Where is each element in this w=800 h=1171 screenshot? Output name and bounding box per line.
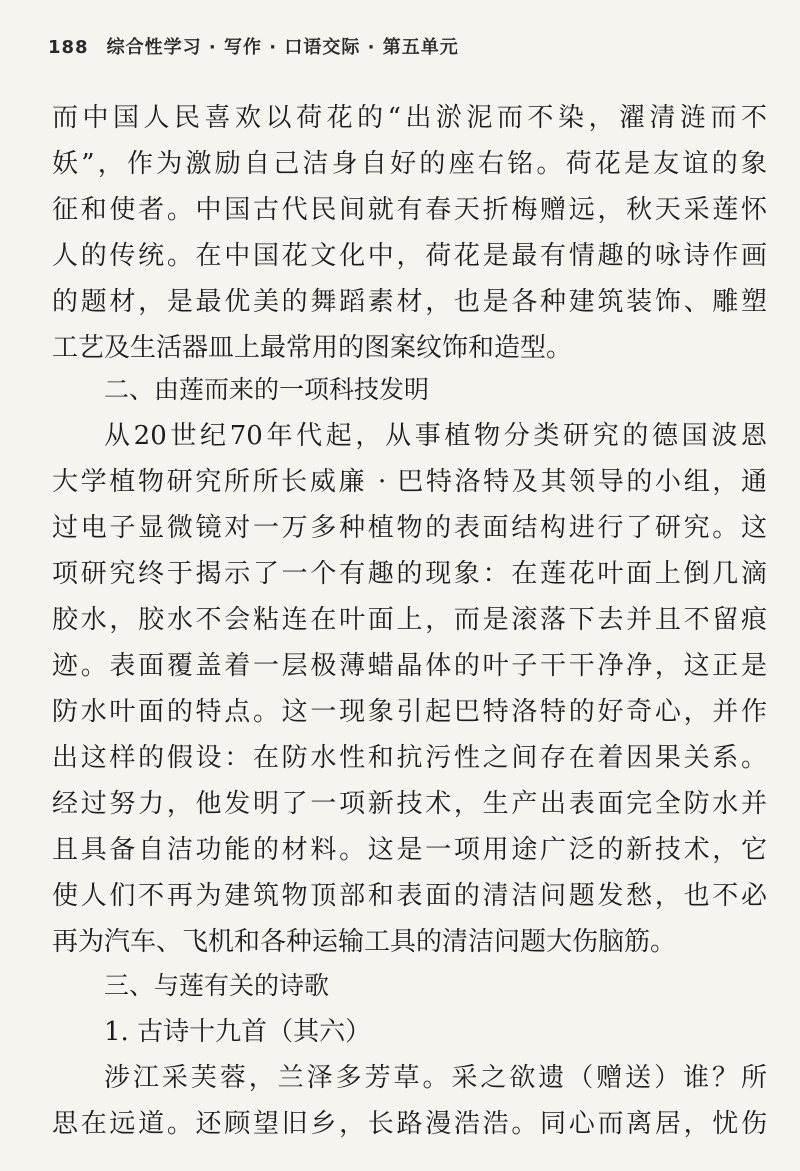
text-line: 使人们不再为建筑物顶部和表面的清洁问题发愁，也不必 [52, 881, 767, 911]
text-line: 涉江采芙蓉，兰泽多芳草。采之欲遗（赠送）谁？所 [104, 1063, 767, 1093]
running-header [48, 33, 459, 59]
section-heading: 三、与莲有关的诗歌 [104, 971, 330, 1000]
text-line: 且具备自洁功能的材料。这是一项用途广泛的新技术，它 [52, 835, 767, 865]
text-line: 而中国人民喜欢以荷花的“出淤泥而不染，濯清涟而不 [52, 103, 767, 133]
text-line: 思在远道。还顾望旧乡，长路漫浩浩。同心而离居，忧伤 [52, 1109, 767, 1139]
text-line: 防水叶面的特点。这一现象引起巴特洛特的好奇心，并作 [52, 697, 767, 727]
text-line: 的题材，是最优美的舞蹈素材，也是各种建筑装饰、雕塑 [52, 287, 767, 317]
chapter-title: 综合性学习 · 写作 · 口语交际 · 第五单元 [106, 37, 459, 58]
text-line: 征和使者。中国古代民间就有春天折梅赠远，秋天采莲怀 [52, 195, 767, 225]
text-line: 经过努力，他发明了一项新技术，生产出表面完全防水并 [52, 789, 767, 819]
text-line: 项研究终于揭示了一个有趣的现象：在莲花叶面上倒几滴 [52, 559, 767, 589]
text-line: 过电子显微镜对一万多种植物的表面结构进行了研究。这 [52, 513, 767, 543]
text-line: 妖”，作为激励自己洁身自好的座右铭。荷花是友谊的象 [52, 149, 767, 179]
section-heading: 二、由莲而来的一项科技发明 [104, 375, 430, 404]
subsection-heading: 1. 古诗十九首（其六） [104, 1017, 372, 1047]
text-line: 从20世纪70年代起，从事植物分类研究的德国波恩 [104, 421, 767, 451]
page-number: 188 [48, 37, 89, 58]
text-line: 胶水，胶水不会粘连在叶面上，而是滚落下去并且不留痕 [52, 605, 767, 635]
text-line: 再为汽车、飞机和各种运输工具的清洁问题大伤脑筋。 [52, 927, 677, 957]
text-line: 出这样的假设：在防水性和抗污性之间存在着因果关系。 [52, 743, 767, 773]
text-line: 工艺及生活器皿上最常用的图案纹饰和造型。 [52, 333, 573, 363]
text-line: 人的传统。在中国花文化中，荷花是最有情趣的咏诗作画 [52, 241, 767, 271]
text-line: 迹。表面覆盖着一层极薄蜡晶体的叶子干干净净，这正是 [52, 651, 767, 681]
text-line: 大学植物研究所所长威廉 · 巴特洛特及其领导的小组，通 [52, 467, 767, 497]
